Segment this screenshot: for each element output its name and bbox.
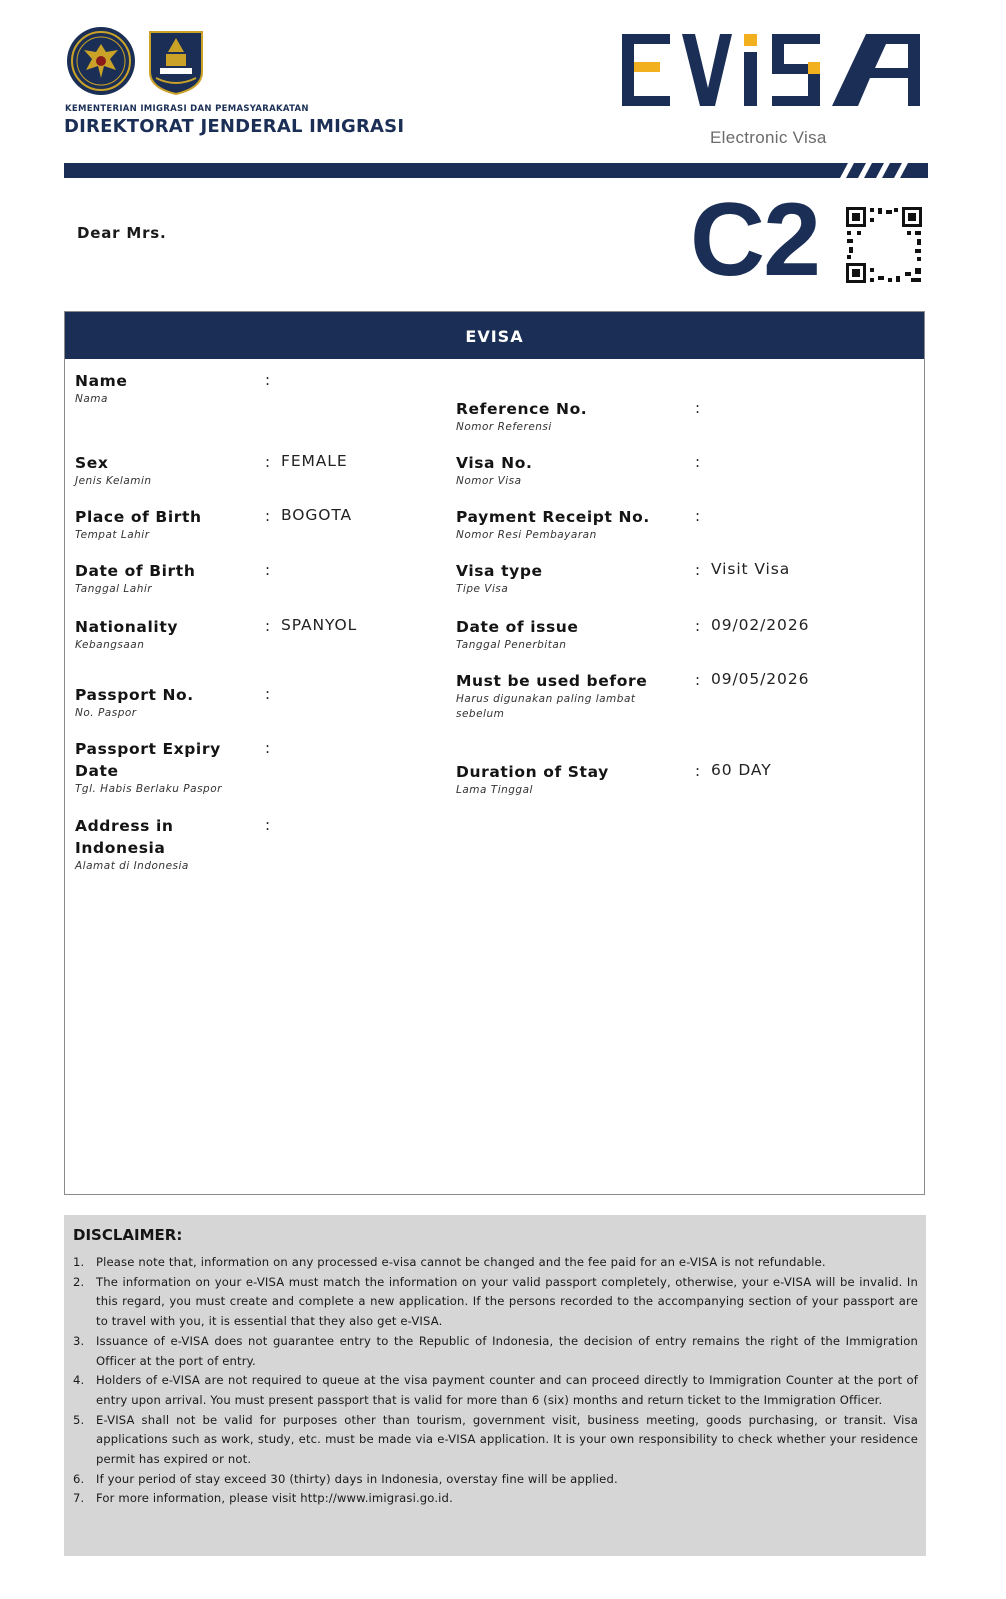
nationality-value: SPANYOL [281, 616, 358, 634]
field-colon: : [265, 816, 271, 834]
disclaimer-section [64, 1215, 926, 1556]
disclaimer-title: DISCLAIMER: [73, 1226, 183, 1244]
list-item [73, 1332, 918, 1371]
directorate-name: DIREKTORAT JENDERAL IMIGRASI [64, 116, 405, 137]
field-colon: : [265, 617, 271, 635]
field-sublabel: No. Paspor [75, 707, 137, 719]
field-label: Reference No. [456, 400, 588, 418]
field-sublabel: Nomor Resi Pembayaran [456, 529, 597, 541]
field-colon: : [695, 507, 701, 525]
item-number: 2. [73, 1274, 85, 1289]
place-of-birth-value: BOGOTA [281, 506, 353, 524]
field-colon: : [695, 453, 701, 471]
item-text: Holders of e-VISA are not required to queue at the visa payment counter and can proceed directly to Immigration Counter at the port of entry upon arrival. You must present passport that is valid for more than 6 (six) months and return ticket to the Immigration Officer. [96, 1373, 918, 1407]
field-visa-type [456, 560, 676, 597]
field-sublabel: Lama Tinggal [456, 784, 533, 796]
field-label: Place of Birth [75, 508, 202, 526]
field-sublabel: Nomor Visa [456, 475, 522, 487]
qr-code-icon [845, 206, 923, 284]
field-address [75, 815, 225, 874]
item-number: 6. [73, 1471, 85, 1486]
garuda-emblem-icon [66, 26, 136, 96]
field-colon: : [265, 739, 271, 757]
list-item [73, 1273, 918, 1332]
field-colon: : [265, 507, 271, 525]
item-text: Issuance of e-VISA does not guarantee entry to the Republic of Indonesia, the decision of entry remains the right of the Immigration Officer at the port of entry. [96, 1333, 918, 1368]
field-sex [75, 452, 245, 489]
field-sublabel: Jenis Kelamin [75, 475, 152, 487]
item-number: 7. [73, 1491, 85, 1506]
visa-type-value: Visit Visa [711, 560, 791, 578]
field-passport-no [75, 684, 245, 721]
field-date-of-birth [75, 560, 245, 597]
field-label: Name [75, 372, 128, 390]
sex-value: FEMALE [281, 452, 348, 470]
field-label: Passport No. [75, 686, 194, 704]
field-nationality [75, 616, 245, 653]
item-number: 4. [73, 1373, 85, 1388]
item-text: The information on your e-VISA must match the information on your valid passport completely, otherwise, your e-VISA will be invalid. In this regard, you must create and complete a new application. If the persons recorded to the accompanying section of your passport are to travel with you, it is essential that they also get e-VISA. [96, 1274, 918, 1329]
immigration-emblem-icon [146, 28, 206, 96]
visa-code: C2 [690, 182, 819, 298]
duration-of-stay-value: 60 DAY [711, 761, 772, 779]
field-label: Passport Expiry Date [75, 740, 221, 780]
header-divider-bar [64, 163, 928, 178]
list-item [73, 1371, 918, 1410]
item-number: 3. [73, 1333, 85, 1348]
field-label: Must be used before [456, 672, 648, 690]
item-text: Please note that, information on any processed e-visa cannot be changed and the fee paid for an e-VISA is not refundable. [96, 1255, 826, 1269]
must-be-used-before-value: 09/05/2026 [711, 670, 810, 688]
ministry-name: KEMENTERIAN IMIGRASI DAN PEMASYARAKATAN [65, 104, 309, 114]
field-label: Sex [75, 454, 109, 472]
evisa-details-box [64, 311, 925, 1195]
item-text: For more information, please visit http://www.imigrasi.go.id. [96, 1491, 453, 1506]
field-colon: : [695, 762, 701, 780]
field-label: Payment Receipt No. [456, 508, 650, 526]
item-text: If your period of stay exceed 30 (thirty) days in Indonesia, overstay fine will be applied. [96, 1471, 618, 1486]
field-sublabel: Tempat Lahir [75, 529, 150, 541]
field-colon: : [265, 371, 271, 389]
field-label: Date of issue [456, 618, 579, 636]
field-sublabel: Harus digunakan paling lambat sebelum [456, 693, 636, 720]
field-name [75, 370, 245, 407]
field-sublabel: Tanggal Penerbitan [456, 639, 567, 651]
field-date-of-issue [456, 616, 676, 653]
field-sublabel: Tgl. Habis Berlaku Paspor [75, 783, 222, 795]
field-label: Duration of Stay [456, 763, 609, 781]
field-colon: : [265, 685, 271, 703]
field-sublabel: Tipe Visa [456, 583, 509, 595]
field-sublabel: Tanggal Lahir [75, 583, 153, 595]
greeting: Dear Mrs. [77, 224, 167, 242]
field-label: Nationality [75, 618, 179, 636]
evisa-logo [620, 26, 925, 114]
field-sublabel: Nama [75, 393, 108, 405]
field-must-be-used-before [456, 670, 656, 722]
date-of-issue-value: 09/02/2026 [711, 616, 810, 634]
list-item [73, 1253, 918, 1273]
disclaimer-list [73, 1253, 918, 1509]
field-reference-no [456, 398, 676, 435]
field-label: Visa No. [456, 454, 533, 472]
field-colon: : [265, 561, 271, 579]
field-sublabel: Nomor Referensi [456, 421, 552, 433]
field-label: Address in Indonesia [75, 817, 174, 857]
field-label: Visa type [456, 562, 543, 580]
field-duration-of-stay [456, 761, 676, 798]
box-title: EVISA [65, 312, 924, 359]
field-sublabel: Kebangsaan [75, 639, 145, 651]
field-visa-no [456, 452, 676, 489]
list-item [73, 1489, 918, 1509]
field-passport-expiry [75, 738, 235, 797]
header-stripes [826, 163, 928, 178]
field-place-of-birth [75, 506, 245, 543]
item-number: 5. [73, 1412, 85, 1427]
field-colon: : [265, 453, 271, 471]
list-item [73, 1411, 918, 1470]
field-colon: : [695, 617, 701, 635]
evisa-subtitle: Electronic Visa [710, 128, 827, 147]
field-sublabel: Alamat di Indonesia [75, 860, 189, 872]
field-colon: : [695, 399, 701, 417]
field-payment-receipt [456, 506, 686, 543]
item-text: E-VISA shall not be valid for purposes other than tourism, government visit, business meeting, goods purchasing, or transit. Visa applications such as work, study, etc. must be made via e-VISA application. It is your own responsibility to check whether your residence permit has expired or not. [96, 1412, 918, 1467]
field-colon: : [695, 671, 701, 689]
item-number: 1. [73, 1255, 85, 1269]
list-item [73, 1470, 918, 1490]
field-label: Date of Birth [75, 562, 196, 580]
field-colon: : [695, 561, 701, 579]
